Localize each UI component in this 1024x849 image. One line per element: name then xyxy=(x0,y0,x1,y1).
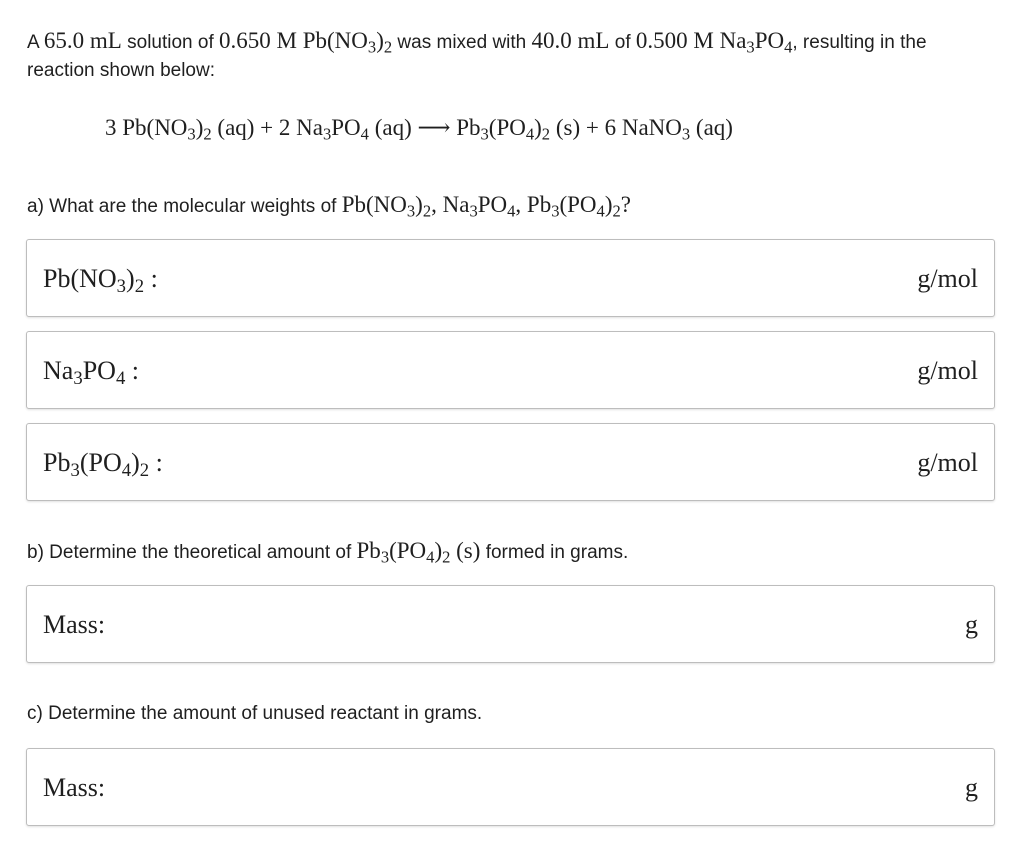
question-c: c) Determine the amount of unused reactant in grams. xyxy=(27,703,483,724)
answer-box-pb3-po4-2 xyxy=(26,423,995,501)
intro-text: solution of xyxy=(121,32,220,53)
volume-2: 40.0 mL xyxy=(531,28,610,53)
answer-label-pb-no3-2: $Pb(NO_3)_2$ : xyxy=(43,264,158,298)
unit-label: g/mol xyxy=(917,448,978,477)
unit-label: g/mol xyxy=(917,356,978,385)
intro-text: of xyxy=(609,32,636,53)
intro-text: was mixed with xyxy=(392,32,532,53)
problem-intro-line1 xyxy=(27,28,927,57)
answer-box-na3po4 xyxy=(26,331,995,409)
volume-1: 65.0 mL xyxy=(43,28,122,53)
unit-label: g xyxy=(965,610,978,639)
mass-label: Mass: xyxy=(43,773,106,802)
unit-label: g/mol xyxy=(917,264,978,293)
unused-reactant-mass-input[interactable] xyxy=(227,763,891,813)
concentration-1: 0.650 M $Pb(NO_3)_2$ xyxy=(219,28,393,57)
molecular-weight-na3po4-input[interactable] xyxy=(227,346,891,396)
molecular-weight-pb3-po4-2-input[interactable] xyxy=(227,438,891,488)
unit-label: g xyxy=(965,773,978,802)
intro-text: , resulting in the xyxy=(792,32,927,53)
answer-box-pb-no3-2 xyxy=(26,239,995,317)
answer-box-theoretical-mass xyxy=(26,585,995,663)
problem-intro-line2: reaction shown below: xyxy=(27,60,215,81)
concentration-2: 0.500 M $Na_3PO_4$ xyxy=(635,28,793,57)
mass-label: Mass: xyxy=(43,610,106,639)
answer-label-na3po4: $Na_3PO_4$ : xyxy=(43,356,140,390)
theoretical-mass-input[interactable] xyxy=(227,600,891,650)
answer-box-unused-reactant-mass xyxy=(26,748,995,826)
answer-label-pb3-po4-2: $Pb_3(PO_4)_2$ : xyxy=(43,448,163,482)
question-a: a) What are the molecular weights of $Pb(NO_3)_2$, $Na_3PO_4$, $Pb_3(PO_4)_2$? xyxy=(27,192,631,221)
intro-text: A xyxy=(27,32,44,53)
molecular-weight-pb-no3-2-input[interactable] xyxy=(227,254,891,304)
question-b: b) Determine the theoretical amount of $Pb_3(PO_4)_2$ (s) formed in grams. xyxy=(27,538,629,567)
reaction-equation: 3 $Pb(NO_3)_2$ (aq) + 2 $Na_3PO_4$ (aq) ⟶ $Pb_3(PO_4)_2$ (s) + 6 NaNO$_3$ (aq) xyxy=(105,115,733,144)
